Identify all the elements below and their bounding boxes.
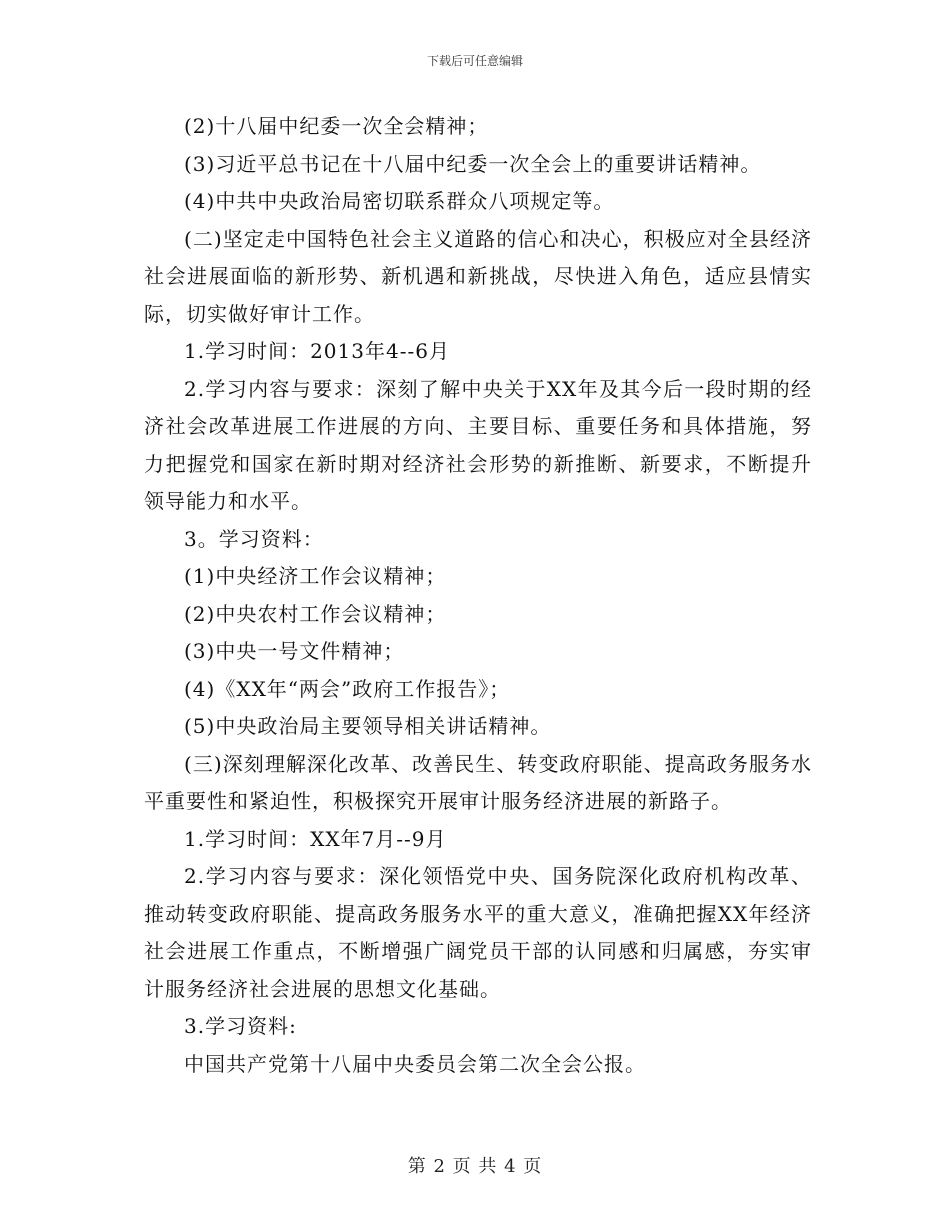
paragraph: (3)习近平总书记在十八届中纪委一次全会上的重要讲话精神。 bbox=[184, 151, 762, 176]
paragraph: (4)《XX年“两会”政府工作报告》； bbox=[184, 676, 511, 701]
paragraph: (二)坚定走中国特色社会主义道路的信心和决心，积极应对全县经济社会进展面临的新形势、新机遇和新挑战，尽快进入角色，适应县情实际，切实做好审计工作。 bbox=[144, 226, 812, 326]
paragraph: 中国共产党第十八届中央委员会第二次全会公报。 bbox=[184, 1051, 646, 1076]
paragraph: 3.学习资料: bbox=[184, 1014, 297, 1038]
document-body bbox=[144, 108, 812, 1083]
paragraph: (5)中央政治局主要领导相关讲话精神。 bbox=[184, 714, 552, 738]
paragraph: (1)中央经济工作会议精神； bbox=[184, 564, 447, 588]
paragraph: (三)深刻理解深化改革、改善民生、转变政府职能、提高政务服务水平重要性和紧迫性，积极探究开展审计服务经济进展的新路子。 bbox=[144, 751, 812, 813]
paragraph: (2)十八届中纪委一次全会精神； bbox=[184, 114, 489, 138]
page-header-note: 下载后可任意编辑 bbox=[426, 54, 523, 68]
paragraph: 2.学习内容与要求：深化领悟党中央、国务院深化政府机构改革、推动转变政府职能、提高政务服务水平的重大意义，准确把握XX年经济社会进展工作重点，不断增强广阔党员干部的认同感和归属感，夯实审计服务经济社会进展的思想文化基础。 bbox=[144, 864, 812, 1001]
paragraph: 1.学习时间：2013年4--6月 bbox=[184, 339, 450, 363]
page-number-footer: 第 2 页 共 4 页 bbox=[407, 1156, 543, 1177]
paragraph: 1.学习时间：XX年7月--9月 bbox=[184, 826, 447, 851]
paragraph: (4)中共中央政治局密切联系群众八项规定等。 bbox=[184, 189, 615, 213]
paragraph: 3。学习资料： bbox=[184, 526, 324, 551]
paragraph: 2.学习内容与要求：深刻了解中央关于XX年及其今后一段时期的经济社会改革进展工作进展的方向、主要目标、重要任务和具体措施，努力把握党和国家在新时期对经济社会形势的新推断、新要求，不断提升领导能力和水平。 bbox=[144, 376, 812, 513]
paragraph: (2)中央农村工作会议精神； bbox=[184, 601, 447, 626]
paragraph: (3)中央一号文件精神； bbox=[184, 639, 405, 663]
